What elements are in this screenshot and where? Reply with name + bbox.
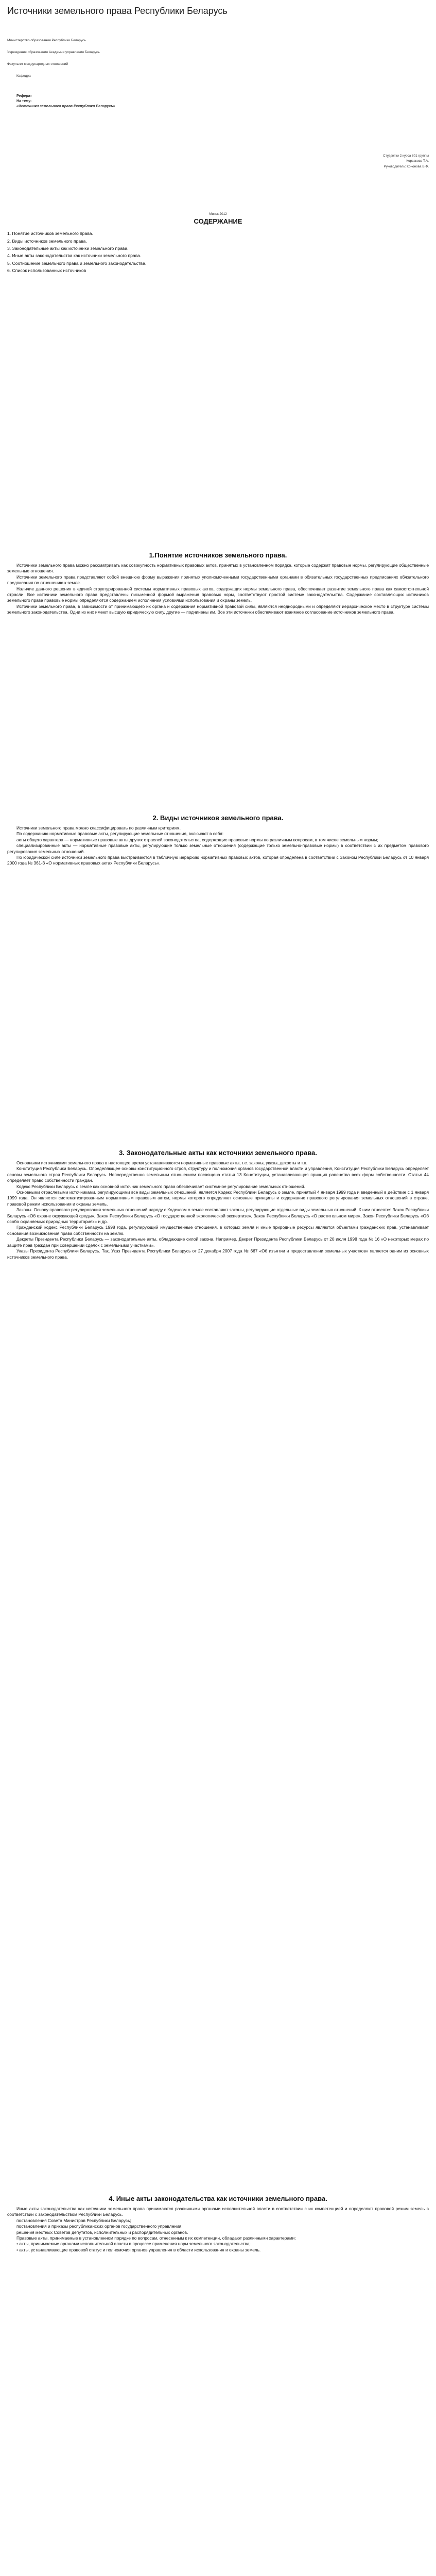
topic-title: «Источники земельного права Республики Беларусь» <box>16 105 115 108</box>
paragraph: • акты, устанавливающие правовой статус и полномочия органов управления в области использования и охраны земель. <box>16 2247 261 2252</box>
toc-item: 2. Виды источников земельного права. <box>7 238 87 244</box>
ref-label: Реферат <box>16 94 32 98</box>
supervisor-line: Руководитель: Кононова В.Ф. <box>383 164 429 168</box>
author-name: Корсакова Т.А. <box>406 159 429 163</box>
title-page <box>7 38 429 216</box>
paragraph: Гражданский кодекс Республики Беларусь 1998 года, регулирующий имущественные отношения, в которых земля и иные природные ресурсы являются объектами гражданских прав, устанавливает основания возникновения права собственности на землю. <box>7 1225 429 1236</box>
section-3 <box>0 1149 436 1260</box>
section-heading: 4. Иные акты законодательства как источники земельного права. <box>109 2195 327 2202</box>
paragraph: Иные акты законодательства как источники земельного права принимаются различными органами исполнительной власти в соответствии с их компетенцией и определяют правовой режим земель в соответствии с законодательством Республики Беларусь. <box>7 2206 429 2217</box>
city-year: Минск 2012 <box>209 212 227 216</box>
paragraph: специализированные акты — нормативные правовые акты, регулирующие только земельные отношения (содержащие только земельно-правовые нормы) в соответствии с их предметом правового регулирования земельных отношений. <box>7 843 429 854</box>
paragraph: постановления Совета Министров Республики Беларусь; <box>16 2217 131 2223</box>
paragraph: Правовые акты, принимаемые в установленном порядке по вопросам, отнесенным к их компетенции, обладают различными характерами: <box>16 2235 296 2241</box>
paragraph: Источники земельного права можно рассматривать как совокупность нормативных правовых актов, принятых в установленном порядке, которые содержат правовые нормы, регулирующие общественные земельные отношения. <box>7 563 429 574</box>
page-title: Источники земельного права Республики Беларусь <box>7 6 228 16</box>
paragraph: Законы. Основу правового регулирования земельных отношений наряду с Кодексом о земле составляют законы, регулирующие отдельные виды земельных отношений. К ним относятся Закон Республики Беларусь «Об охране окружающей среды», Закон Республики Беларусь «О государственной экологической экспертизе», Закон Республики Беларусь «О растительном мире», Закон Республики Беларусь «Об особо охраняемых природных территориях» и др. <box>7 1207 429 1225</box>
paragraph: акты общего характера — нормативные правовые акты других отраслей законодательства, содержащие правовые нормы по различным вопросам, в том числе земельным нормы; <box>16 837 378 842</box>
author-block <box>336 154 429 170</box>
section-heading: 3. Законодательные акты как источники земельного права. <box>119 1149 317 1157</box>
department-line: Кафедра <box>16 74 31 78</box>
paragraph: По юридической силе источники земельного права выстраиваются в табличную иерархию нормативных правовых актов, которая определена в соответствии с Законом Республики Беларусь от 10 января 2000 года № 361-З «О нормативных правовых актах Республики Беларусь». <box>7 855 429 866</box>
paragraph: Источники земельного права, в зависимости от принимающего их органа и содержания нормативной правовой силы, являются неоднородными и определяют иерархическое место в структуре системы земельного законодательства. Одни из них имеют высшую юридическую силу, другие — подчинены им. Все эти источники обеспечивают взаимное согласование источников земельного права. <box>7 603 429 615</box>
toc-item: 3. Законодательные акты как источники земельного права. <box>7 246 129 251</box>
paragraph: Указы Президента Республики Беларусь. Так, Указ Президента Республики Беларусь от 27 декабря 2007 года № 667 «Об изъятии и предоставлении земельных участков» является одним из основных источников земельного права. <box>7 1248 429 1260</box>
paragraph: • акты, принимаемые органами исполнительной власти в процессе применения норм земельного законодательства; <box>16 2241 251 2247</box>
paragraph: Основными отраслевыми источниками, регулирующими все виды земельных отношений, является Кодекс Республики Беларусь о земле, принятый 4 января 1999 года и введенный в действие с 1 января 1999 года. Он является систематизированным нормативным правовым актом, нормы которого определяют основные принципы и содержание правового регулирования земельных отношений в стране, правовой режим использования и охраны земель. <box>7 1190 429 1207</box>
toc-item: 4. Иные акты законодательства как источники земельного права. <box>7 253 142 259</box>
section-heading: 2. Виды источников земельного права. <box>152 814 284 822</box>
paragraph: Источники земельного права представляют собой внешнюю форму выражения принятых уполномоченными государственными органами в обязательных государственных предписаниях обязательного предписания по отношению к земле. <box>7 574 429 586</box>
toc-item: 1. Понятие источников земельного права. <box>7 231 93 236</box>
toc-item: 6. Список использованных источников <box>7 268 86 274</box>
paragraph: Основными источниками земельного права в настоящее время устанавливаются нормативные правовые акты, т.е. законы, указы, декреты и т.п. <box>16 1160 308 1165</box>
section-heading: 1.Понятие источников земельного права. <box>149 551 287 559</box>
paragraph: По содержанию нормативные правовые акты, регулирующие земельные отношения, включают в себя: <box>16 831 224 837</box>
section-4 <box>0 2195 436 2253</box>
paragraph: Наличие данного решения в единой структурированной системы нормативных правовых актов, содержащих нормы земельного права, обеспечивает развитие земельного права как самостоятельной отрасли. Все источники земельного права представлены письменной формой выражения правовых норм, соответствуют простой системе законодательства. Содержание составляющих источников земельного права правовые нормы определяются содержанием исполнения условиями использования и охраны земель. <box>7 586 429 603</box>
topic-label: На тему: <box>16 99 32 103</box>
section-1 <box>0 551 436 616</box>
toc-item: 5. Соотношение земельного права и земельного законодательства. <box>7 260 147 266</box>
paragraph: Декреты Президента Республики Беларусь — законодательные акты, обладающие силой закона. Например, Декрет Президента Республики Беларусь от 20 июля 1998 года № 16 «О некоторых мерах по защите прав граждан при совершении сделок с земельными участками». <box>7 1236 429 1248</box>
reference-block <box>7 94 429 109</box>
paragraph: постановления и приказы республиканских органов государственного управления; <box>16 2224 183 2229</box>
faculty-line: Факультет международных отношений <box>7 62 68 66</box>
paragraph: Источники земельного права можно классифицировать по различным критериям. <box>16 825 181 831</box>
paragraph: Конституция Республики Беларусь. Определяющее основы конституционного строя, структуру и полномочия органов государственной власти и управления, Конституция Республики Беларусь определяет основы земельного строя Республики Беларусь. Непосредственно земельным отношениям посвящена статья 13 Конституции, устанавливающая принцип равенства всех форм собственности. Статья 44 определяет право собственности граждан. <box>7 1166 429 1183</box>
toc-title: СОДЕРЖАНИЕ <box>194 217 242 226</box>
institution-line: Учреждение образования Академия управления Беларусь <box>7 50 100 54</box>
section-2 <box>0 814 436 867</box>
document-body <box>0 38 436 274</box>
paragraph: решения местных Советов депутатов, исполнительных и распорядительных органов. <box>16 2229 188 2235</box>
ministry-line: Министерство образования Республики Беларусь <box>7 39 86 42</box>
paragraph: Кодекс Республики Беларусь о земле как основной источник земельного права обеспечивает системное регулирование земельных отношений. <box>16 1183 305 1189</box>
toc-list <box>7 231 429 274</box>
author-line: Студентки 2 курса 801 группы <box>383 154 429 158</box>
